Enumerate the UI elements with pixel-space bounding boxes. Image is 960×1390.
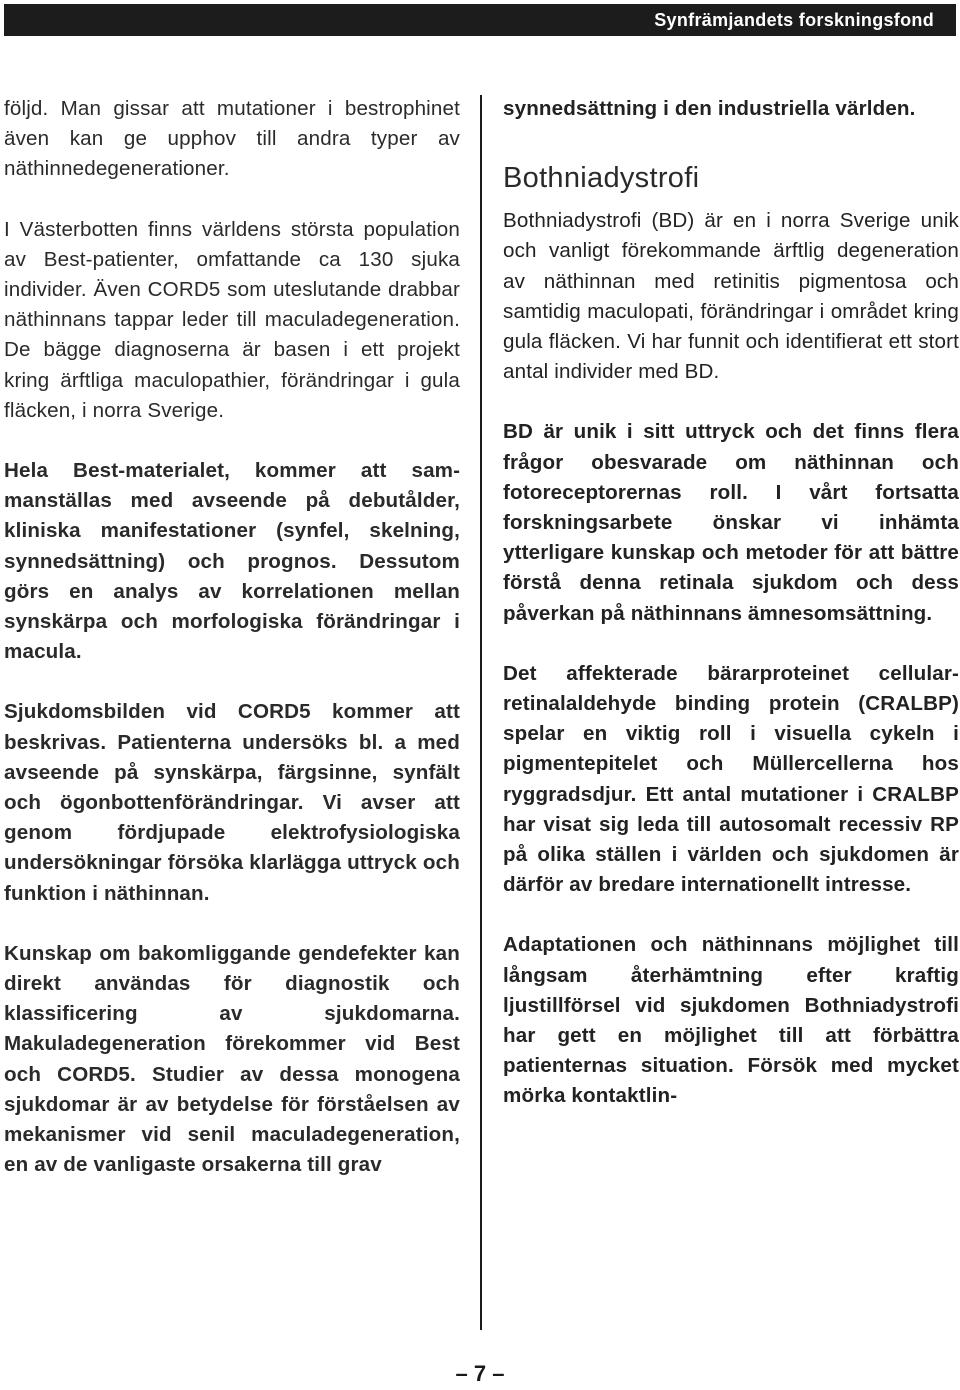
right-paragraph-5: Adaptationen och näthinnans möjlighet till långsam återhämtning efter kraftig ljustillförsel vid sjukdomen Bothniadystrofi har gett en möjlighet till att förbättra patienternas situation. Försök med mycket mörka kontaktlin- bbox=[503, 933, 959, 1108]
left-paragraph-5: Kunskap om bakomliggande gendefekter kan direkt användas för diagnostik och klassificering av sjukdomarna. Makuladegeneration förekommer vid Best och CORD5. Studier av dessa monogena sjukdomar är av betydelse för förståelsen av mekanismer vid senil maculadegeneration, en av de vanligaste orsakerna till grav bbox=[4, 941, 460, 1177]
right-paragraph-1: synnedsättning i den industriella världen. bbox=[503, 97, 916, 120]
section-heading-bothniadystrofi: Bothniadystrofi bbox=[503, 162, 700, 195]
left-paragraph-4: Sjukdomsbilden vid CORD5 kommer att beskrivas. Patienterna undersöks bl. a med avseende på synskärpa, färgsinne, synfält och ögonbottenförändringar. Vi avser att genom fördjupade elektrofysiologiska undersökningar försöka klarlägga uttryck och funktion i näthinnan. bbox=[4, 700, 460, 905]
left-paragraph-1: följd. Man gissar att mutationer i bestrophinet även kan ge upphov till andra typer av näthinnedegenerationer. bbox=[4, 97, 460, 181]
left-column bbox=[4, 94, 460, 1334]
publication-title: Synfrämjandets forskningsfond bbox=[654, 10, 934, 30]
right-paragraph-2: Bothniadystrofi (BD) är en i norra Sverige unik och vanligt förekommande ärftlig degeneration av näthinnan med retinitis pigmentosa och samtidig maculopati, förändringar i området kring gula fläcken. Vi har funnit och identifierat ett stort antal individer med BD. bbox=[503, 209, 959, 384]
left-paragraph-2: I Västerbotten finns världens största population av Best-patienter, omfattande ca 130 sjuka individer. Även CORD5 som uteslutande drabbar näthinnans tappar leder till maculadegeneration. De bägge diagnoserna är basen i ett projekt kring ärftliga maculopathier, förändringar i gula fläcken, i norra Sverige. bbox=[4, 217, 460, 422]
right-paragraph-3: BD är unik i sitt uttryck och det finns flera frågor obesvarade om näthinnan och fotoreceptorernas roll. I vårt fortsatta forskningsarbete önskar vi inhämta ytterligare kunskap och metoder för att bättre förstå denna retinala sjukdom och dess påverkan på näthinnans ämnesomsättning. bbox=[503, 420, 959, 625]
page-number: – 7 – bbox=[455, 1361, 505, 1386]
header-bar bbox=[4, 4, 956, 36]
left-paragraph-3: Hela Best-materialet, kommer att sammanställas med avseende på debutålder, kliniska manifestationer (synfel, skelning, synnedsättning) och prognos. Dessutom görs en analys av korrelationen mellan synskärpa och morfologiska förändringar i macula. bbox=[4, 459, 460, 664]
column-divider bbox=[480, 95, 482, 1330]
right-column bbox=[503, 94, 959, 1334]
right-paragraph-4: Det affekterade bärarproteinet cellular-retinalaldehyde binding protein (CRALBP) spelar en viktig roll i visuella cykeln i pigmentepitelet och Müllercellerna hos ryggradsdjur. Ett antal mutationer i CRALBP har visat sig leda till autosomalt recessiv RP på olika ställen i världen och sjukdomen är därför av bredare internationellt intresse. bbox=[503, 661, 959, 897]
